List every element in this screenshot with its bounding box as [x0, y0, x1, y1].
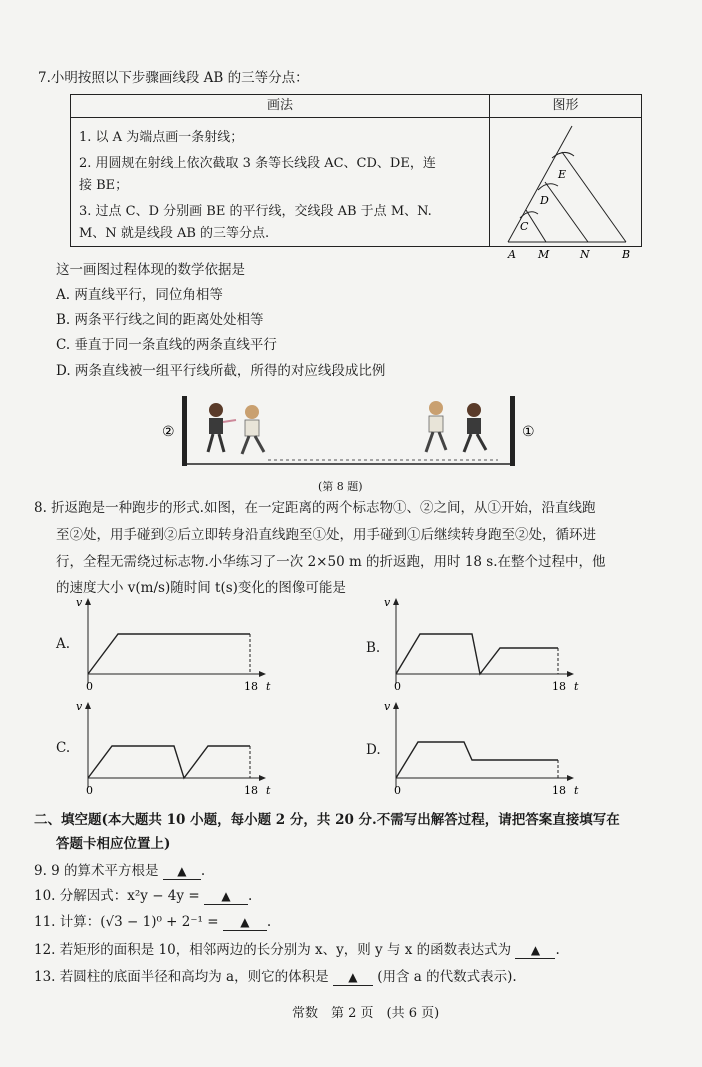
label-a: A [508, 248, 516, 261]
trisection-figure [490, 118, 642, 261]
q7-stem: 7.小明按照以下步骤画线段 AB 的三等分点： [38, 70, 309, 86]
label-c: C [520, 220, 529, 233]
option-d-label: D. [366, 742, 381, 758]
axis-t-label: t [266, 680, 271, 693]
figure-cell [490, 118, 642, 261]
option-c-label: C. [56, 740, 71, 756]
q10: 10. 分解因式：x²y − 4y = ▲ . [34, 888, 253, 904]
method-cell [71, 118, 490, 247]
q8-line-2: 至②处，用手碰到②后立即转身沿直线跑至①处，用手碰到①后继续转身跑至②处，循环进 [56, 527, 596, 543]
step-2-cont: 接 BE； [79, 178, 129, 193]
graph-a [74, 596, 274, 696]
answer-blank [163, 863, 201, 880]
axis-t-label: t [574, 784, 579, 797]
blank-triangle-icon: ▲ [177, 864, 187, 878]
label-m: M [538, 248, 550, 261]
axis-v-label: v [384, 700, 391, 713]
q11: 11. 计算：(√3 − 1)⁰ + 2⁻¹ = ▲ . [34, 914, 272, 930]
q8-line-3: 行，全程无需绕过标志物.小华练习了一次 2×50 m 的折返跑，用时 18 s.在整个过程中，他 [56, 554, 606, 570]
q8-line-4: 的速度大小 v(m/s)随时间 t(s)变化的图像可能是 [56, 580, 346, 596]
marker-1: ① [522, 424, 535, 440]
blank-triangle-icon: ▲ [240, 915, 250, 929]
tick-18: 18 [244, 784, 258, 797]
axis-v-label: v [384, 596, 391, 609]
blank-triangle-icon: ▲ [530, 943, 541, 957]
label-n: N [580, 248, 590, 261]
option-a-label: A. [56, 636, 71, 652]
tick-18: 18 [552, 784, 566, 797]
q7-option-a: A. 两直线平行，同位角相等 [56, 287, 223, 303]
marker-2: ② [162, 424, 175, 440]
graph-d [382, 700, 582, 800]
answer-blank [204, 888, 248, 905]
q13-hint: (用含 a 的代数式表示). [377, 969, 517, 985]
q12: 12. 若矩形的面积是 10，相邻两边的长分别为 x、y，则 y 与 x 的函数表达式为 ▲ . [34, 942, 560, 958]
blank-triangle-icon: ▲ [221, 889, 231, 903]
tick-18: 18 [552, 680, 566, 693]
label-b: B [622, 248, 631, 261]
axis-v-label: v [76, 596, 83, 609]
table-head-figure: 图形 [490, 95, 642, 118]
section-2-heading-cont: 答题卡相应位置上) [56, 836, 171, 852]
axis-v-label: v [76, 700, 83, 713]
page-footer: 常数 第 2 页 (共 6 页) [292, 1006, 440, 1021]
axis-t-label: t [574, 680, 579, 693]
step-3-cont: M、N 就是线段 AB 的三等分点. [79, 226, 270, 241]
blank-triangle-icon: ▲ [348, 970, 358, 984]
origin-label: 0 [86, 680, 93, 693]
option-b-label: B. [366, 640, 381, 656]
label-d: D [540, 194, 549, 207]
runner-light-right-icon [426, 401, 446, 452]
section-2-heading: 二、填空题(本大题共 10 小题，每小题 2 分，共 20 分.不需写出解答过程，请把答案直接填写在 [34, 812, 620, 828]
table-head-method: 画法 [71, 95, 490, 118]
origin-label: 0 [394, 680, 401, 693]
tick-18: 18 [244, 680, 258, 693]
step-1: 1. 以 A 为端点画一条射线； [79, 130, 244, 145]
q10-text: 10. 分解因式：x²y − 4y = [34, 888, 200, 904]
label-e: E [558, 168, 567, 181]
shuttle-run-figure [158, 392, 548, 476]
q7-table [70, 94, 642, 261]
origin-label: 0 [86, 784, 93, 797]
answer-blank [223, 914, 267, 931]
q9-text: 9. 9 的算术平方根是 [34, 863, 159, 879]
origin-label: 0 [394, 784, 401, 797]
q12-text: 12. 若矩形的面积是 10，相邻两边的长分别为 x、y，则 y 与 x 的函数表达式为 [34, 942, 512, 958]
q8-line-1: 8. 折返跑是一种跑步的形式.如图，在一定距离的两个标志物①、②之间，从①开始，沿直线跑 [34, 500, 596, 516]
runner-dark-right-icon [464, 403, 486, 452]
answer-blank [515, 942, 555, 959]
q7-option-d: D. 两条直线被一组平行线所截，所得的对应线段成比例 [56, 363, 386, 379]
axis-t-label: t [266, 784, 271, 797]
graph-c [74, 700, 274, 800]
q7-option-c: C. 垂直于同一条直线的两条直线平行 [56, 337, 277, 353]
runner-light-left-icon [242, 405, 264, 454]
q7-question: 这一画图过程体现的数学依据是 [56, 262, 245, 278]
q13 [34, 965, 517, 986]
q7-option-b: B. 两条平行线之间的距离处处相等 [56, 312, 264, 328]
step-3: 3. 过点 C、D 分别画 BE 的平行线，交线段 AB 于点 M、N. [79, 204, 432, 219]
q9: 9. 9 的算术平方根是 ▲ . [34, 863, 206, 879]
q11-text: 11. 计算：(√3 − 1)⁰ + 2⁻¹ = [34, 914, 219, 930]
step-2: 2. 用圆规在射线上依次截取 3 条等长线段 AC、CD、DE，连 [79, 156, 436, 171]
graph-b [382, 596, 582, 696]
runner-dark-left-icon [208, 403, 236, 452]
q13-text: 13. 若圆柱的底面半径和高均为 a，则它的体积是 [34, 969, 329, 985]
answer-blank [333, 969, 373, 986]
figure-8-caption: (第 8 题) [318, 480, 363, 493]
